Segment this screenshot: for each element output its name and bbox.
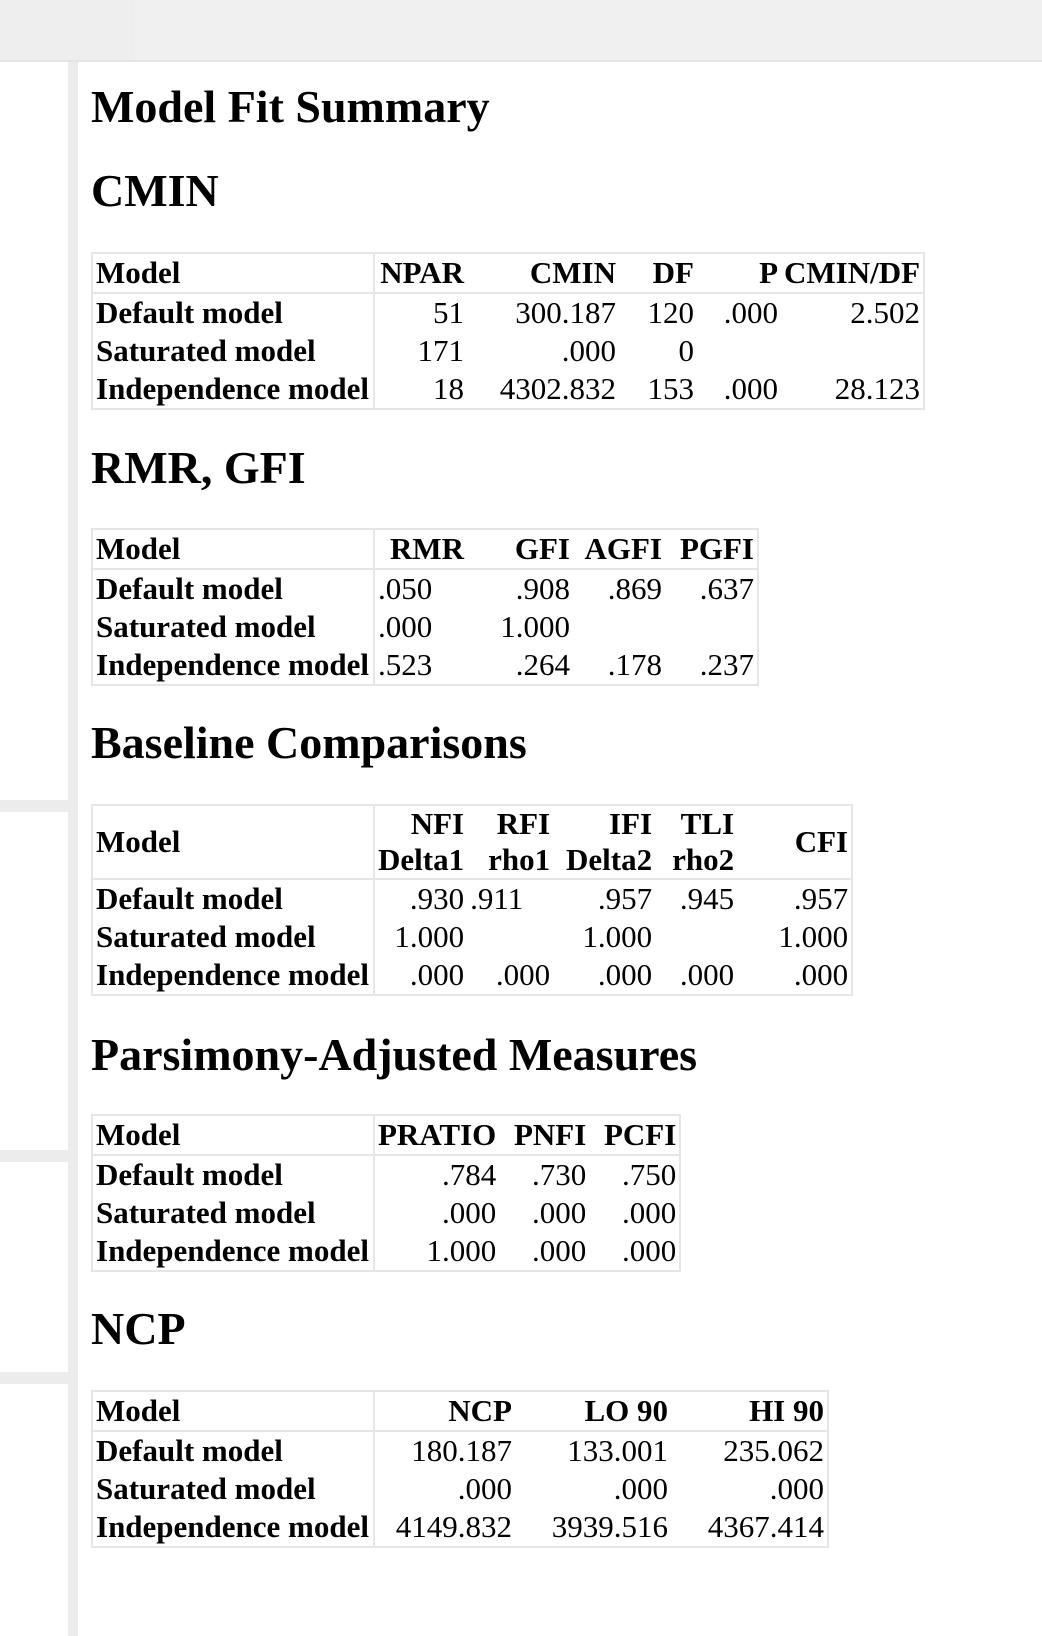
row-label: Saturated model — [92, 918, 374, 956]
cell — [697, 332, 781, 370]
col-header: P — [697, 253, 781, 293]
cell: .000 — [793, 957, 849, 992]
cell — [573, 608, 665, 646]
row-label: Independence model — [92, 1508, 374, 1547]
cell: .000 — [409, 957, 465, 992]
cell: 235.062 — [723, 1433, 824, 1468]
top-toolbar — [0, 0, 1042, 62]
table-header-row — [92, 1391, 828, 1431]
row-label: Default model — [92, 293, 374, 332]
col-header: CFI — [737, 805, 852, 879]
col-header: Model — [92, 805, 374, 879]
cell: .930 — [409, 881, 465, 916]
row-label: Saturated model — [92, 1470, 374, 1508]
section-heading-rmr-gfi: RMR, GFI — [91, 442, 306, 493]
col-header: Model — [92, 1115, 374, 1155]
table-baseline-comparisons — [91, 804, 853, 996]
pane-divider — [0, 1150, 68, 1162]
col-header: NCP — [374, 1391, 515, 1431]
cell: .908 — [515, 571, 570, 606]
col-header: PNFI — [499, 1115, 589, 1155]
col-header: PCFI — [589, 1115, 680, 1155]
cell: .000 — [679, 957, 735, 992]
table-row — [92, 569, 758, 608]
cell — [467, 918, 553, 956]
row-label: Independence model — [92, 370, 374, 409]
col-header: DF — [619, 253, 697, 293]
cell: .911 — [470, 881, 524, 916]
col-header: Model — [92, 1391, 374, 1431]
table-row — [92, 1232, 680, 1271]
col-header: CMIN — [467, 253, 619, 293]
model-fit-report — [91, 62, 1031, 1544]
row-label: Saturated model — [92, 1194, 374, 1232]
cell — [655, 918, 737, 956]
section-heading-parsimony-adjusted-measures: Parsimony-Adjusted Measures — [91, 1029, 698, 1080]
page-title: Model Fit Summary — [91, 81, 490, 132]
table-header-row — [92, 805, 852, 879]
section-heading-cmin: CMIN — [91, 165, 219, 216]
cell: .000 — [597, 957, 653, 992]
col-header: RMR — [374, 529, 467, 569]
col-header: HI 90 — [671, 1391, 828, 1431]
section-heading-ncp: NCP — [91, 1303, 186, 1354]
cell: 1.000 — [582, 919, 653, 954]
cell: 171 — [417, 333, 464, 368]
table-row — [92, 1470, 828, 1508]
table-parsimony-adjusted-measures — [91, 1114, 681, 1272]
cell: 4367.414 — [707, 1509, 824, 1544]
table-row — [92, 918, 852, 956]
cell: .000 — [769, 1471, 824, 1506]
cell: 1.000 — [426, 1233, 497, 1268]
pane-divider — [0, 1372, 68, 1384]
cell: 153 — [647, 371, 694, 406]
row-label: Default model — [92, 879, 374, 918]
cell: .000 — [613, 1471, 668, 1506]
col-header: Model — [92, 253, 374, 293]
table-row — [92, 370, 924, 409]
cell: .523 — [378, 647, 433, 682]
cell: .000 — [378, 609, 433, 644]
col-header: GFI — [467, 529, 573, 569]
table-row — [92, 879, 852, 918]
col-header: NPAR — [374, 253, 467, 293]
col-header: PRATIO — [374, 1115, 499, 1155]
cell: .637 — [699, 571, 754, 606]
table-row — [92, 956, 852, 995]
cell: .730 — [532, 1157, 587, 1192]
cell: .000 — [442, 1195, 497, 1230]
cell: .000 — [457, 1471, 512, 1506]
cell: 4302.832 — [499, 371, 616, 406]
cell: .869 — [607, 571, 662, 606]
col-header: AGFI — [573, 529, 665, 569]
cell: .237 — [699, 647, 754, 682]
row-label: Saturated model — [92, 608, 374, 646]
toolbar-segment — [0, 0, 135, 60]
cell: 51 — [433, 295, 464, 330]
cell: .750 — [622, 1157, 677, 1192]
table-row — [92, 1431, 828, 1470]
table-rmr-gfi — [91, 528, 759, 686]
cell: .000 — [622, 1195, 677, 1230]
cell: .957 — [793, 881, 849, 916]
cell: 18 — [433, 371, 464, 406]
cell: .264 — [515, 647, 570, 682]
cell: .178 — [607, 647, 662, 682]
col-header: IFI Delta2 — [553, 805, 655, 879]
table-header-row — [92, 529, 758, 569]
section-heading-baseline-comparisons: Baseline Comparisons — [91, 717, 527, 768]
col-header: LO 90 — [515, 1391, 671, 1431]
cell — [665, 608, 758, 646]
cell: .050 — [378, 571, 433, 606]
cell: .000 — [532, 1233, 587, 1268]
cell: .000 — [532, 1195, 587, 1230]
row-label: Default model — [92, 1431, 374, 1470]
cell: .945 — [679, 881, 735, 916]
table-row — [92, 608, 758, 646]
col-header: TLI rho2 — [655, 805, 737, 879]
col-header: PGFI — [665, 529, 758, 569]
cell: .784 — [442, 1157, 497, 1192]
cell: 300.187 — [515, 295, 616, 330]
col-header: Model — [92, 529, 374, 569]
cell: 1.000 — [778, 919, 849, 954]
row-label: Default model — [92, 569, 374, 608]
cell: 4149.832 — [395, 1509, 512, 1544]
table-row — [92, 1508, 828, 1547]
cell: 28.123 — [834, 371, 921, 406]
row-label: Independence model — [92, 1232, 374, 1271]
cell: .000 — [561, 333, 616, 368]
row-label: Independence model — [92, 956, 374, 995]
col-header: CMIN/DF — [781, 253, 924, 293]
left-navigation-pane — [0, 62, 78, 1636]
row-label: Default model — [92, 1155, 374, 1194]
table-header-row — [92, 253, 924, 293]
cell: 1.000 — [394, 919, 465, 954]
cell: 2.502 — [850, 295, 921, 330]
table-row — [92, 332, 924, 370]
cell: 133.001 — [567, 1433, 668, 1468]
cell: 1.000 — [500, 609, 570, 644]
cell: 180.187 — [411, 1433, 512, 1468]
cell: 0 — [678, 333, 694, 368]
table-row — [92, 1155, 680, 1194]
cell: .957 — [597, 881, 653, 916]
col-header: RFI rho1 — [467, 805, 553, 879]
cell: 120 — [647, 295, 694, 330]
table-row — [92, 293, 924, 332]
cell: .000 — [622, 1233, 677, 1268]
row-label: Independence model — [92, 646, 374, 685]
table-header-row — [92, 1115, 680, 1155]
cell: .000 — [723, 371, 778, 406]
table-cmin — [91, 252, 925, 410]
pane-divider — [0, 800, 68, 812]
table-row — [92, 1194, 680, 1232]
cell: .000 — [495, 957, 551, 992]
cell: .000 — [723, 295, 778, 330]
row-label: Saturated model — [92, 332, 374, 370]
table-row — [92, 646, 758, 685]
col-header: NFI Delta1 — [374, 805, 467, 879]
table-ncp — [91, 1390, 829, 1548]
cell — [781, 332, 924, 370]
cell: 3939.516 — [551, 1509, 668, 1544]
